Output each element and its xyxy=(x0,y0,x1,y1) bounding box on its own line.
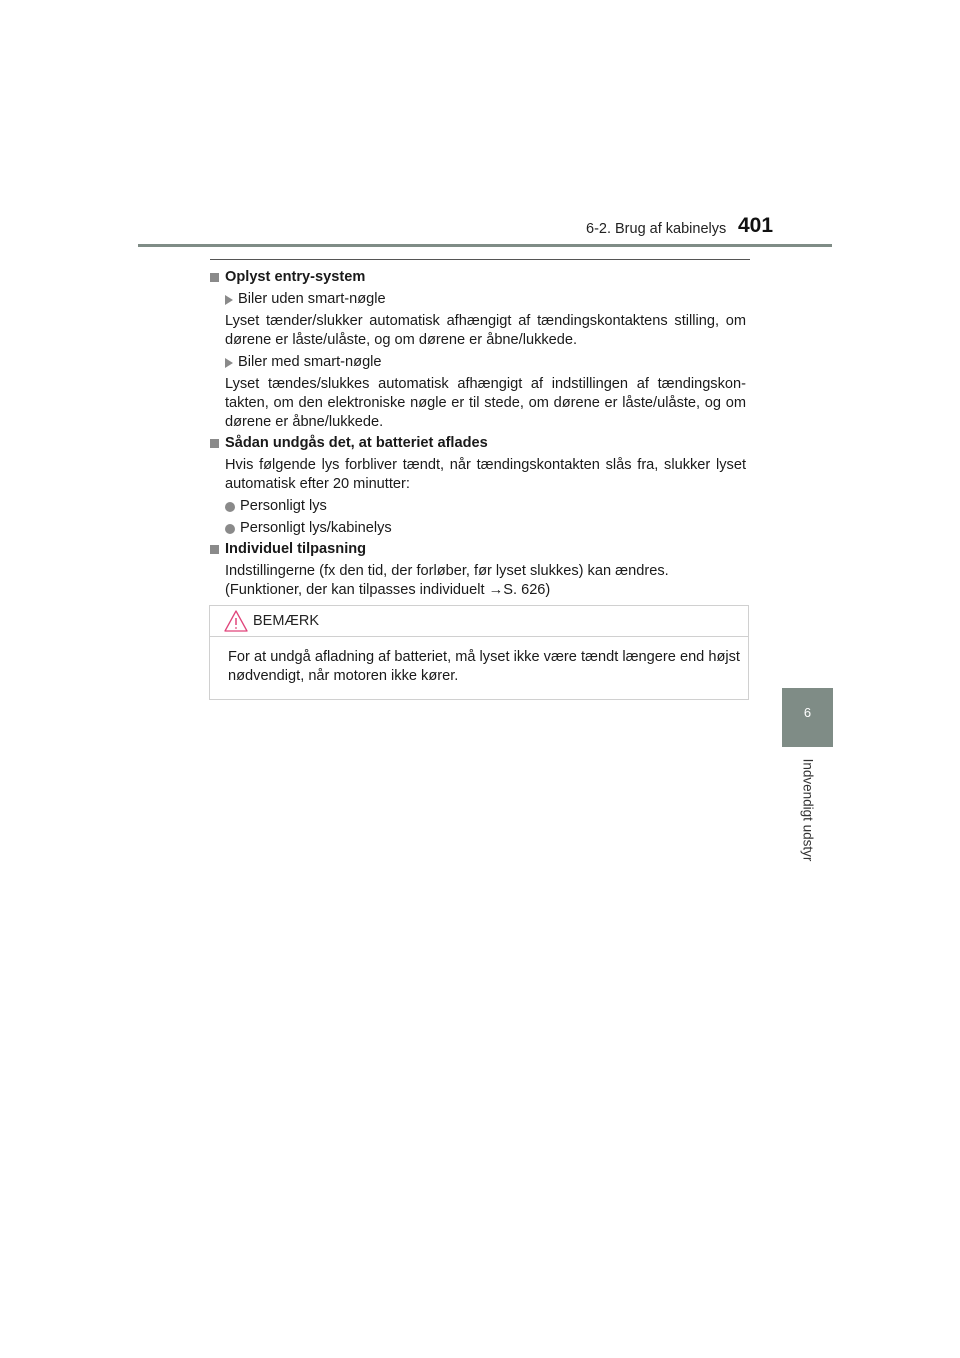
round-bullet-icon xyxy=(225,502,235,512)
chapter-tab xyxy=(782,688,833,747)
triangle-bullet-icon xyxy=(225,295,233,305)
square-bullet-icon xyxy=(210,273,219,282)
section-title: 6-2. Brug af kabinelys xyxy=(586,221,727,237)
list-item: Personligt lys xyxy=(225,497,746,516)
paragraph: Hvis følgende lys forbliver tændt, når tændingskontakten slås fra, slukker lyset automatisk efter 20 minutter: xyxy=(225,457,746,492)
cross-reference: (Funktioner, der kan tilpasses individuelt →S. 626) xyxy=(225,582,551,598)
page-number: 401 xyxy=(738,214,774,237)
sub-heading-with-smart-key: Biler med smart-nøgle xyxy=(225,353,746,372)
paragraph: Lyset tændes/slukkes automatisk afhængigt af indstillingen af tændingskon-takten, om den elektroniske nøgle er til stede, om dørene er låste/ulåste, og om dørene er åbne/lukkede. xyxy=(225,376,746,430)
paragraph: Indstillingerne (fx den tid, der forløber, før lyset slukkes) kan ændres. xyxy=(225,563,669,579)
heading-battery: Sådan undgås det, at batteriet aflades xyxy=(210,434,746,453)
heading-customization: Individuel tilpasning xyxy=(210,540,746,559)
triangle-bullet-icon xyxy=(225,358,233,368)
square-bullet-icon xyxy=(210,439,219,448)
chapter-number: 6 xyxy=(803,705,812,720)
header-rule xyxy=(138,244,832,247)
heading-entry-system: Oplyst entry-system xyxy=(210,268,746,287)
chapter-label: Indvendigt udstyr xyxy=(800,758,816,862)
paragraph: Lyset tænder/slukker automatisk afhængigt af tændingskontaktens stilling, om dørene er låste/ulåste, og om dørene er åbne/lukkede. xyxy=(225,313,746,348)
notice-box xyxy=(209,605,749,700)
square-bullet-icon xyxy=(210,545,219,554)
content-rule xyxy=(210,259,750,260)
notice-text: For at undgå afladning af batteriet, må lyset ikke være tændt længere end højst nødvendigt, når motoren ikke kører. xyxy=(228,649,740,684)
warning-triangle-icon xyxy=(224,609,248,633)
content xyxy=(210,266,746,600)
sub-heading-without-smart-key: Biler uden smart-nøgle xyxy=(225,290,746,309)
list-item: Personligt lys/kabinelys xyxy=(225,519,746,538)
round-bullet-icon xyxy=(225,524,235,534)
notice-title: BEMÆRK xyxy=(253,613,320,629)
notice-header xyxy=(210,606,748,637)
